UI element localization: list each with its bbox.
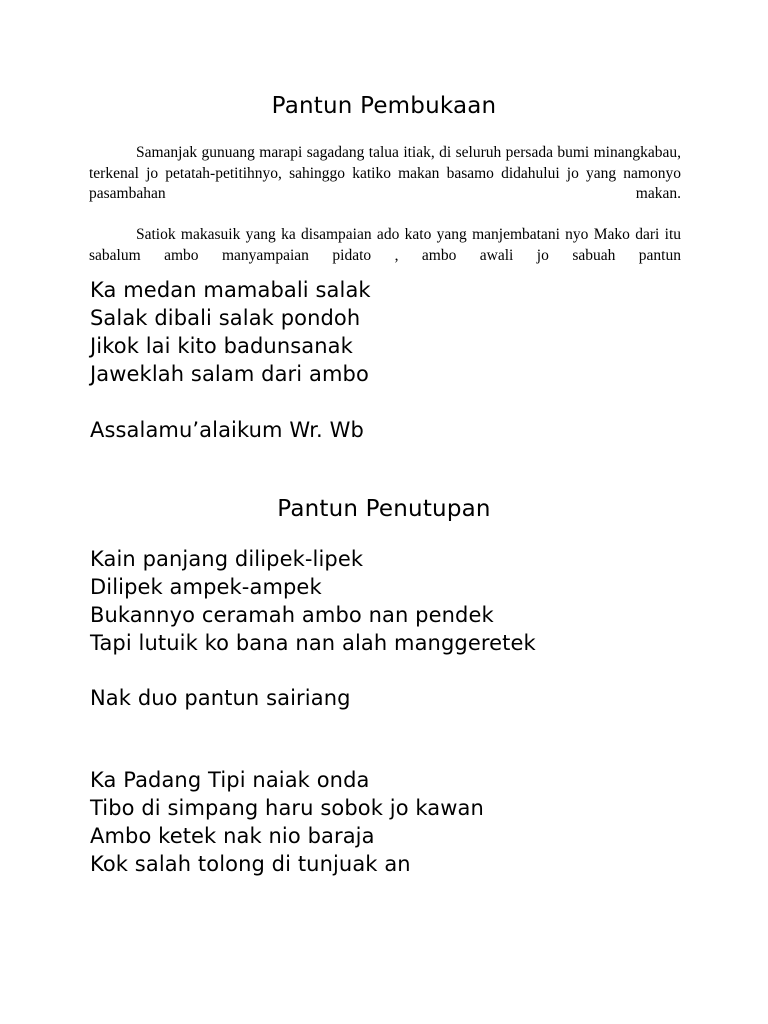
pantun-line: Ka Padang Tipi naiak onda [90,768,370,792]
opening-paragraph-1: Samanjak gunuang marapi sagadang talua itiak, di seluruh persada bumi minangkabau, terkenal jo petatah-petitihnyo, sahinggo katiko makan basamo didahului jo yang namonyo pasambahan makan. [89,144,681,202]
closing-pantun-stanza-2 [90,766,730,878]
pantun-line: Jikok lai kito badunsanak [90,334,353,358]
pantun-line: Jaweklah salam dari ambo [90,362,369,386]
closing-pantun-stanza-1 [90,545,730,657]
pantun-line: Tapi lutuik ko bana nan alah manggeretek [90,631,536,655]
opening-pantun-stanza [90,276,730,388]
opening-prose-block [89,143,681,287]
pantun-line: Dilipek ampek-ampek [90,575,322,599]
pantun-line: Tibo di simpang haru sobok jo kawan [90,796,484,820]
pantun-line: Salak dibali salak pondoh [90,306,361,330]
pantun-line: Ka medan mamabali salak [90,278,371,302]
pantun-line: Kain panjang dilipek-lipek [90,547,364,571]
opening-greeting: Assalamu’alaikum Wr. Wb [90,418,364,442]
page-title-opening: Pantun Pembukaan [271,93,497,119]
pantun-line: Ambo ketek nak nio baraja [90,824,375,848]
pantun-line: Kok salah tolong di tunjuak an [90,852,411,876]
closing-bridge-line: Nak duo pantun sairiang [90,686,351,710]
pantun-line: Bukannyo ceramah ambo nan pendek [90,603,494,627]
page-title-closing: Pantun Penutupan [277,496,491,522]
opening-paragraph-2: Satiok makasuik yang ka disampaian ado kato yang manjembatani nyo Mako dari itu sabalum ambo manyampaian pidato , ambo awali jo sabuah pantun [89,226,681,264]
